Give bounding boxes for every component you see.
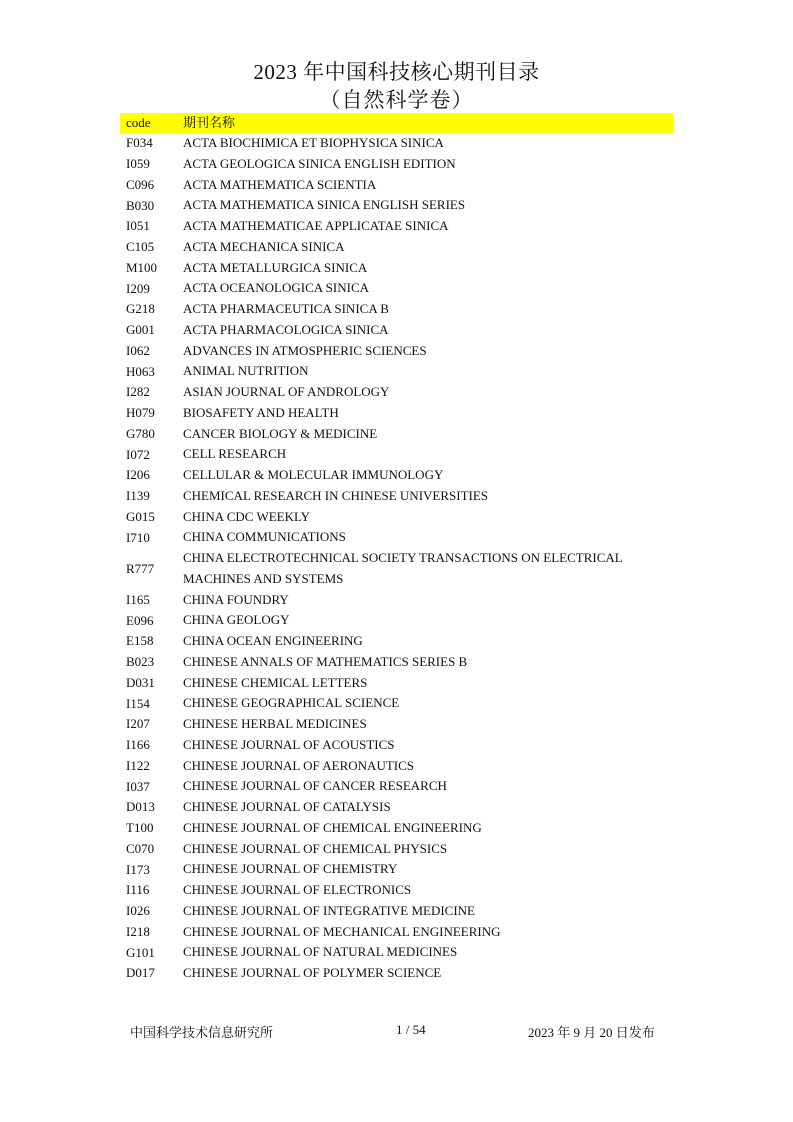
journal-code: B023 — [126, 654, 155, 670]
table-row — [120, 382, 673, 403]
journal-code: I282 — [126, 384, 150, 400]
table-row — [120, 465, 673, 486]
document-title: 2023 年中国科技核心期刊目录 — [253, 60, 540, 84]
table-row — [120, 922, 673, 943]
journal-code: T100 — [126, 820, 154, 836]
table-row — [120, 652, 673, 673]
journal-name: CHINESE JOURNAL OF CHEMICAL PHYSICS — [183, 840, 448, 856]
table-row — [120, 631, 673, 652]
table-row — [120, 818, 673, 839]
name-column-header: 期刊名称 — [183, 114, 236, 130]
table-row — [120, 216, 673, 237]
journal-code: I139 — [126, 488, 150, 504]
journal-name: ACTA MATHEMATICA SCIENTIA — [183, 176, 377, 192]
table-row — [120, 797, 673, 818]
table-row — [120, 486, 673, 507]
journal-code: I037 — [126, 778, 150, 794]
journal-code: E158 — [126, 633, 154, 649]
table-row — [120, 424, 673, 445]
table-row — [120, 175, 673, 196]
table-row — [120, 859, 673, 880]
journal-code: B030 — [126, 197, 155, 213]
table-row — [120, 237, 673, 258]
table-row — [120, 258, 673, 279]
journal-code: D017 — [126, 965, 155, 981]
journal-code: I051 — [126, 218, 150, 234]
journal-name: CHINESE JOURNAL OF CHEMICAL ENGINEERING — [183, 819, 482, 835]
journal-name: ACTA MECHANICA SINICA — [183, 238, 345, 254]
journal-code: G218 — [126, 301, 155, 317]
journal-name: CHINESE ANNALS OF MATHEMATICS SERIES B — [183, 653, 468, 669]
journal-name: CHINA CDC WEEKLY — [183, 508, 311, 524]
journal-name: ASIAN JOURNAL OF ANDROLOGY — [183, 384, 390, 399]
journal-code: H063 — [126, 363, 155, 379]
table-row — [120, 839, 673, 860]
journal-code: I710 — [126, 529, 150, 545]
journal-name: CHINESE JOURNAL OF INTEGRATIVE MEDICINE — [183, 902, 475, 918]
journal-code: H079 — [126, 405, 155, 421]
journal-name: ACTA PHARMACEUTICA SINICA B — [183, 301, 389, 316]
journal-name: CHINA FOUNDRY — [183, 591, 289, 607]
table-row — [120, 756, 673, 777]
journal-name: CANCER BIOLOGY & MEDICINE — [183, 425, 378, 441]
table-row — [120, 880, 673, 901]
journal-code: I026 — [126, 903, 150, 919]
journal-name: ACTA BIOCHIMICA ET BIOPHYSICA SINICA — [183, 135, 444, 150]
journal-name: CHINA GEOLOGY — [183, 612, 290, 628]
journal-name: CHINESE HERBAL MEDICINES — [183, 716, 367, 731]
journal-code: I122 — [126, 757, 150, 773]
table-body — [120, 133, 673, 984]
journal-name: CHINESE CHEMICAL LETTERS — [183, 674, 368, 690]
journal-table — [120, 113, 673, 984]
journal-name: CHINESE JOURNAL OF CATALYSIS — [183, 799, 391, 814]
journal-name: ANIMAL NUTRITION — [183, 363, 309, 379]
journal-code: I166 — [126, 737, 150, 753]
journal-name: CHINA ELECTROTECHNICAL SOCIETY TRANSACTIONS ON ELECTRICAL MACHINES AND SYSTEMS — [183, 550, 623, 586]
journal-name: CELLULAR & MOLECULAR IMMUNOLOGY — [183, 467, 444, 482]
document-subtitle: （自然科学卷） — [319, 88, 474, 112]
journal-name: CELL RESEARCH — [183, 446, 287, 462]
journal-name: ACTA GEOLOGICA SINICA ENGLISH EDITION — [183, 155, 456, 171]
footer-date: 2023 年 9 月 20 日发布 — [528, 1025, 655, 1040]
table-row — [120, 735, 673, 756]
journal-code: R777 — [126, 560, 155, 576]
journal-code: I154 — [126, 695, 150, 711]
table-row — [120, 776, 673, 797]
table-row — [120, 320, 673, 341]
journal-code: I207 — [126, 716, 150, 732]
table-row — [120, 590, 673, 611]
journal-code: C070 — [126, 840, 155, 856]
table-row — [120, 278, 673, 299]
journal-name: CHINA COMMUNICATIONS — [183, 529, 346, 545]
journal-name: CHINESE JOURNAL OF AERONAUTICS — [183, 757, 415, 773]
table-row — [120, 714, 673, 735]
table-row — [120, 693, 673, 714]
table-row — [120, 299, 673, 320]
table-row — [120, 673, 673, 694]
journal-code: F034 — [126, 135, 153, 151]
journal-code: C105 — [126, 239, 155, 255]
journal-code: G015 — [126, 508, 155, 524]
journal-code: G780 — [126, 425, 155, 441]
journal-code: I072 — [126, 446, 150, 462]
table-row — [120, 195, 673, 216]
journal-code: C096 — [126, 176, 155, 192]
table-row — [120, 154, 673, 175]
journal-name: ACTA OCEANOLOGICA SINICA — [183, 280, 370, 296]
footer-publisher: 中国科学技术信息研究所 — [130, 1025, 274, 1040]
journal-name: CHINESE JOURNAL OF MECHANICAL ENGINEERING — [183, 923, 501, 939]
journal-code: G001 — [126, 322, 155, 338]
table-header-row — [120, 113, 673, 133]
journal-name: CHINESE JOURNAL OF NATURAL MEDICINES — [183, 944, 458, 960]
journal-name: ACTA MATHEMATICAE APPLICATAE SINICA — [183, 218, 449, 233]
journal-name: CHINESE JOURNAL OF CANCER RESEARCH — [183, 778, 447, 794]
table-row — [120, 403, 673, 424]
code-column-header: code — [126, 115, 151, 130]
journal-name: ACTA MATHEMATICA SINICA ENGLISH SERIES — [183, 197, 466, 213]
journal-code: G101 — [126, 944, 155, 960]
journal-code: I209 — [126, 280, 150, 296]
table-row — [120, 901, 673, 922]
journal-code: D013 — [126, 799, 155, 815]
journal-name: CHEMICAL RESEARCH IN CHINESE UNIVERSITIES — [183, 487, 489, 503]
journal-code: M100 — [126, 259, 158, 275]
table-row — [120, 548, 673, 590]
journal-name: ADVANCES IN ATMOSPHERIC SCIENCES — [183, 342, 427, 358]
journal-code: D031 — [126, 674, 155, 690]
journal-name: CHINA OCEAN ENGINEERING — [183, 633, 363, 648]
journal-code: I116 — [126, 882, 150, 898]
table-row — [120, 444, 673, 465]
table-row — [120, 361, 673, 382]
journal-code: I062 — [126, 342, 150, 358]
footer-page-number: 1 / 54 — [396, 1022, 426, 1037]
table-row — [120, 507, 673, 528]
journal-name: BIOSAFETY AND HEALTH — [183, 404, 339, 420]
table-row — [120, 610, 673, 631]
table-row — [120, 527, 673, 548]
journal-name: CHINESE JOURNAL OF ACOUSTICS — [183, 736, 395, 752]
journal-name: CHINESE GEOGRAPHICAL SCIENCE — [183, 695, 400, 711]
journal-name: CHINESE JOURNAL OF POLYMER SCIENCE — [183, 965, 442, 980]
table-row — [120, 133, 673, 154]
journal-code: I165 — [126, 591, 150, 607]
table-row — [120, 963, 673, 984]
table-row — [120, 341, 673, 362]
journal-name: ACTA METALLURGICA SINICA — [183, 259, 368, 275]
journal-code: I206 — [126, 467, 150, 483]
journal-name: CHINESE JOURNAL OF ELECTRONICS — [183, 882, 412, 897]
journal-name: CHINESE JOURNAL OF CHEMISTRY — [183, 861, 398, 877]
journal-code: E096 — [126, 612, 154, 628]
journal-code: I173 — [126, 861, 150, 877]
journal-name: ACTA PHARMACOLOGICA SINICA — [183, 321, 389, 337]
journal-code: I218 — [126, 923, 150, 939]
journal-code: I059 — [126, 156, 150, 172]
table-row — [120, 942, 673, 963]
